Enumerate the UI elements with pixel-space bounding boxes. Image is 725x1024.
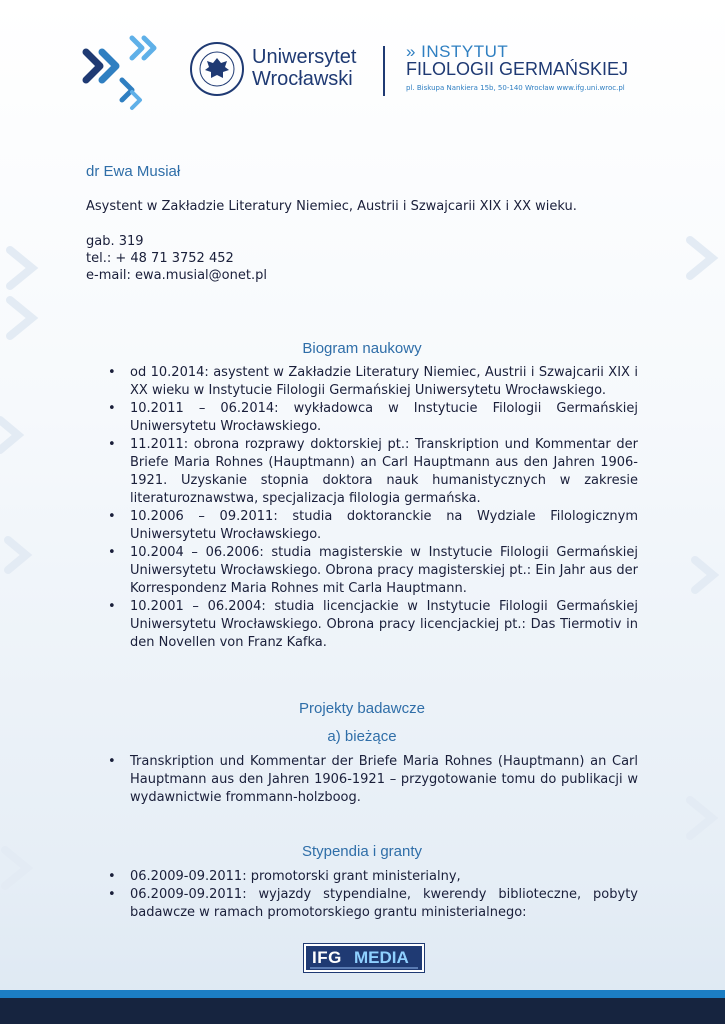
grants-heading: Stypendia i granty xyxy=(301,843,423,860)
list-item: • 10.2001 – 06.2004: studia licencjackie w Instytucie Filologii Germańskiej Uniwersytetu Wrocławskiego. Obrona pracy licencjackiej pt.: Das Tiermotiv in den Novellen von Franz Kafka. xyxy=(86,598,638,652)
projects-list xyxy=(86,753,638,807)
email-address[interactable]: e-mail: ewa.musial@onet.pl xyxy=(86,268,267,283)
projects-heading: Projekty badawcze xyxy=(299,700,425,717)
university-name-line1: Uniwersytet xyxy=(252,46,357,68)
header-divider xyxy=(383,46,385,96)
list-item: • Transkription und Kommentar der Briefe Maria Rohnes (Hauptmann) an Carl Hauptmann aus den Jahren 1906-1921 – przygotowanie tomu do publikacji w wydawnictwie frommann-holzboog. xyxy=(86,753,638,807)
institute-name: FILOLOGII GERMAŃSKIEJ xyxy=(406,59,629,79)
footer-bar-accent xyxy=(0,990,725,998)
room-number: gab. 319 xyxy=(86,234,144,249)
list-item: • 10.2004 – 06.2006: studia magisterskie w Instytucie Filologii Germańskiej Uniwersytetu Wrocławskiego. Obrona pracy magisterskiej pt.: Ein Jahr aus der Korrespondenz Maria Rohnes mit Carla Hauptmann. xyxy=(86,544,638,598)
person-name: dr Ewa Musiał xyxy=(86,163,181,180)
list-item: • od 10.2014: asystent w Zakładzie Literatury Niemiec, Austrii i Szwajcarii XIX i XX wieku w Instytucie Filologii Germańskiej Uniwersytetu Wrocławskiego. xyxy=(86,364,638,400)
ifg-chevron-logo-icon xyxy=(80,34,160,114)
grants-list xyxy=(86,868,638,922)
projects-subheading: a) bieżące xyxy=(327,728,397,745)
list-item: • 06.2009-09.2011: wyjazdy stypendialne, kwerendy biblioteczne, pobyty badawcze w ramach promotorskiego grantu ministerialnego: xyxy=(86,886,638,922)
ifg-media-logo xyxy=(304,944,424,972)
badge-media-text: MEDIA xyxy=(354,948,409,967)
biogram-heading: Biogram naukowy xyxy=(302,340,422,357)
phone-number: tel.: + 48 71 3752 452 xyxy=(86,251,234,266)
footer-bar xyxy=(0,998,725,1024)
letterhead xyxy=(0,0,725,120)
person-position: Asystent w Zakładzie Literatury Niemiec, Austrii i Szwajcarii XIX i XX wieku. xyxy=(86,199,577,214)
badge-ifg-text: IFG xyxy=(312,948,342,967)
badge-underline xyxy=(310,967,418,969)
biogram-list xyxy=(86,364,638,652)
institute-address: pl. Biskupa Nankiera 15b, 50-140 Wrocław www.ifg.uni.wroc.pl xyxy=(406,84,625,92)
university-seal-icon xyxy=(190,42,244,96)
university-name-line2: Wrocławski xyxy=(252,68,353,90)
university-name xyxy=(252,46,356,90)
list-item: • 10.2006 – 09.2011: studia doktoranckie na Wydziale Filologicznym Uniwersytetu Wrocławskiego. xyxy=(86,508,638,544)
list-item: • 06.2009-09.2011: promotorski grant ministerialny, xyxy=(86,868,638,886)
list-item: • 11.2011: obrona rozprawy doktorskiej pt.: Transkription und Kommentar der Briefe Maria Rohnes (Hauptmann) an Carl Hauptmann aus den Jahren 1906-1921. Uzyskanie stopnia doktora nauk humanistycznych w zakresie literaturoznawstwa, specjalizacja filologia germańska. xyxy=(86,436,638,508)
institute-label: » INSTYTUT xyxy=(406,42,509,61)
list-item: • 10.2011 – 06.2014: wykładowca w Instytucie Filologii Germańskiej Uniwersytetu Wrocławskiego. xyxy=(86,400,638,436)
